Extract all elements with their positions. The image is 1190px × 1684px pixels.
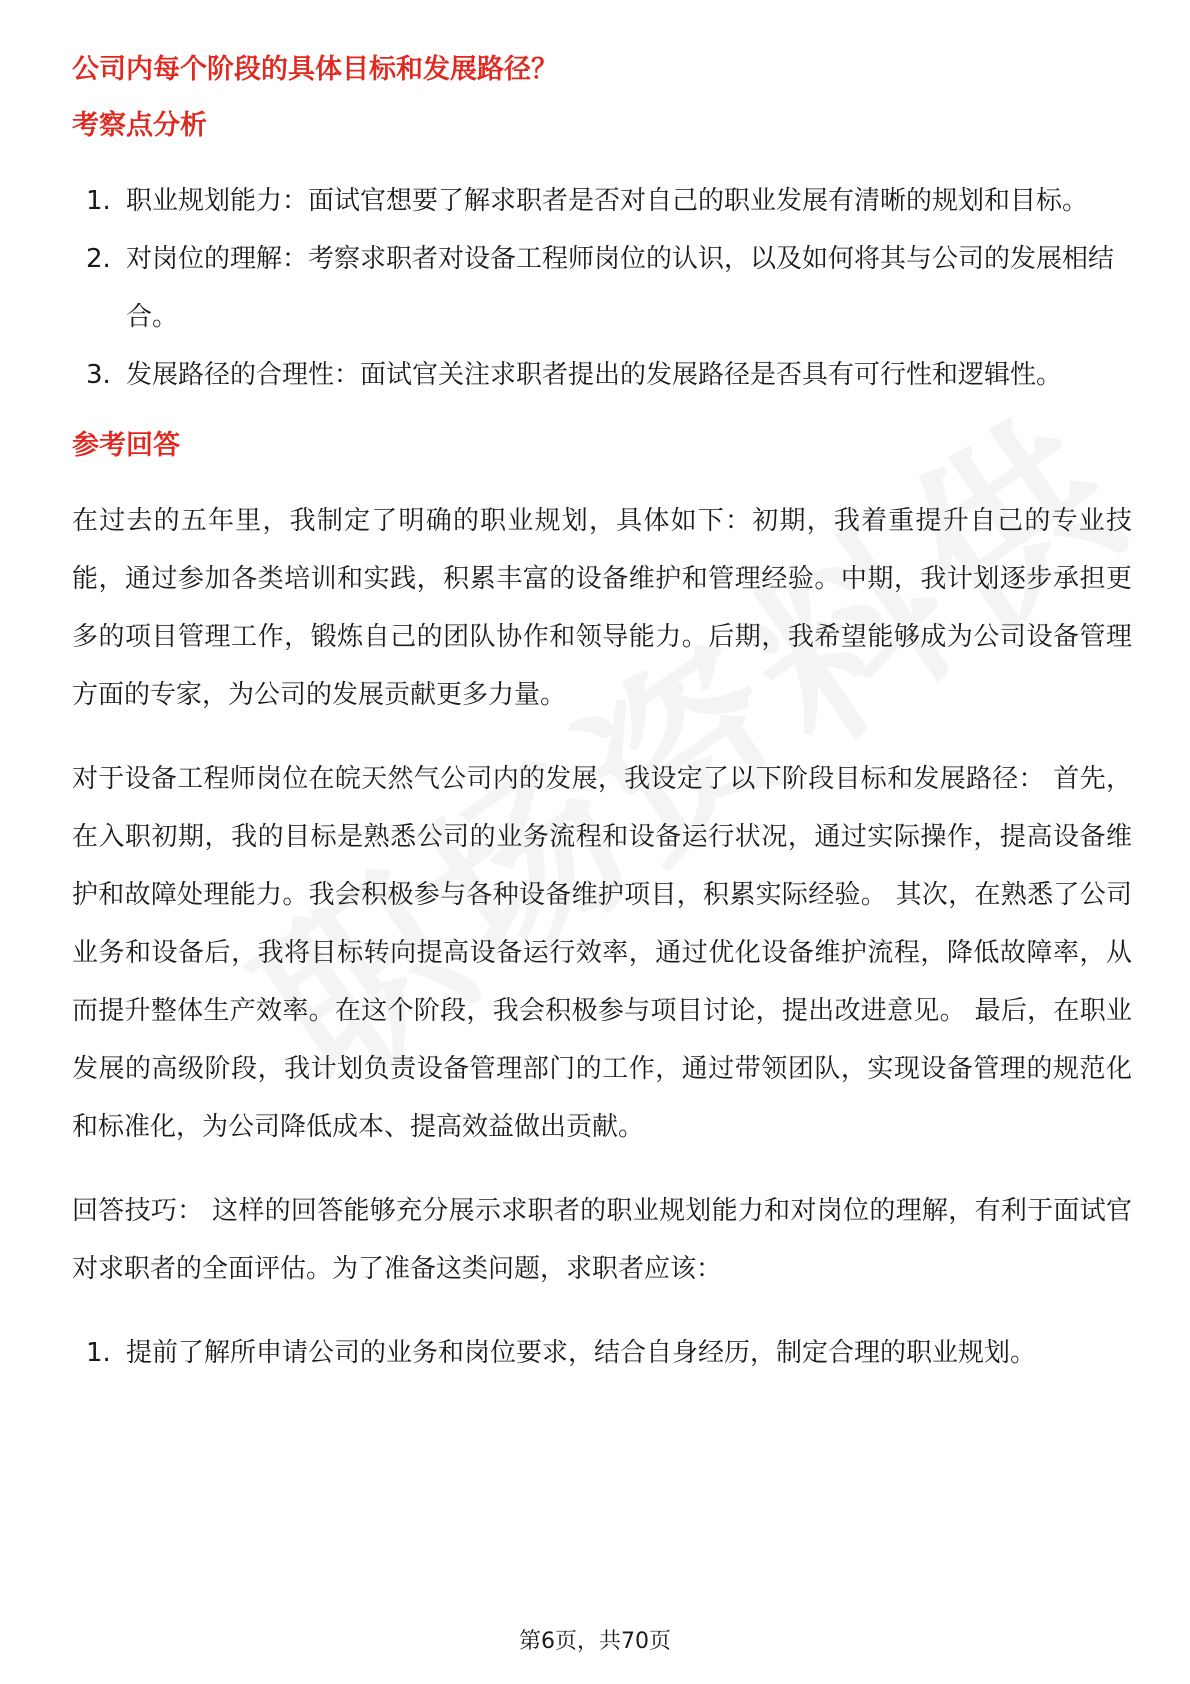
list-number: 1. — [86, 1338, 111, 1368]
list-item — [72, 230, 1132, 346]
page-content — [72, 42, 1132, 1396]
list-number: 3. — [86, 360, 111, 390]
list-item-text: 职业规划能力：面试官想要了解求职者是否对自己的职业发展有清晰的规划和目标。 — [126, 186, 1089, 216]
answer-paragraph-2: 对于设备工程师岗位在皖天然气公司内的发展，我设定了以下阶段目标和发展路径： 首先，在入职初期，我的目标是熟悉公司的业务流程和设备运行状况，通过实际操作，提高设备维护和故障处理能力。我会积极参与各种设备维护项目，积累实际经验。 其次，在熟悉了公司业务和设备后，我将目标转向提高设备运行效率，通过优化设备维护流程，降低故障率，从而提升整体生产效率。在这个阶段，我会积极参与项目讨论，提出改进意见。 最后，在职业发展的高级阶段，我计划负责设备管理部门的工作，通过带领团队，实现设备管理的规范化和标准化，为公司降低成本、提高效益做出贡献。 — [72, 764, 1132, 1142]
list-number: 1. — [86, 186, 111, 216]
analysis-list — [72, 172, 1132, 404]
answer-paragraph-1: 在过去的五年里，我制定了明确的职业规划，具体如下：初期，我着重提升自己的专业技能，通过参加各类培训和实践，积累丰富的设备维护和管理经验。中期，我计划逐步承担更多的项目管理工作，锻炼自己的团队协作和领导能力。后期，我希望能够成为公司设备管理方面的专家，为公司的发展贡献更多力量。 — [72, 506, 1132, 710]
list-item — [72, 172, 1132, 230]
analysis-heading: 考察点分析 — [72, 110, 207, 141]
tips-paragraph: 回答技巧： 这样的回答能够充分展示求职者的职业规划能力和对岗位的理解，有利于面试官对求职者的全面评估。为了准备这类问题，求职者应该： — [72, 1196, 1132, 1284]
tips-list — [72, 1324, 1132, 1382]
list-item — [72, 1324, 1132, 1382]
list-item-text: 提前了解所申请公司的业务和岗位要求，结合自身经历，制定合理的职业规划。 — [126, 1338, 1037, 1368]
answer-heading: 参考回答 — [72, 430, 180, 461]
list-item-text: 发展路径的合理性：面试官关注求职者提出的发展路径是否具有可行性和逻辑性。 — [126, 360, 1063, 390]
list-item-text: 对岗位的理解：考察求职者对设备工程师岗位的认识，以及如何将其与公司的发展相结合。 — [126, 244, 1115, 332]
list-number: 2. — [86, 244, 111, 274]
question-title: 公司内每个阶段的具体目标和发展路径？ — [72, 54, 558, 85]
page-footer: 第6页，共70页 — [519, 1629, 671, 1654]
list-item — [72, 346, 1132, 404]
